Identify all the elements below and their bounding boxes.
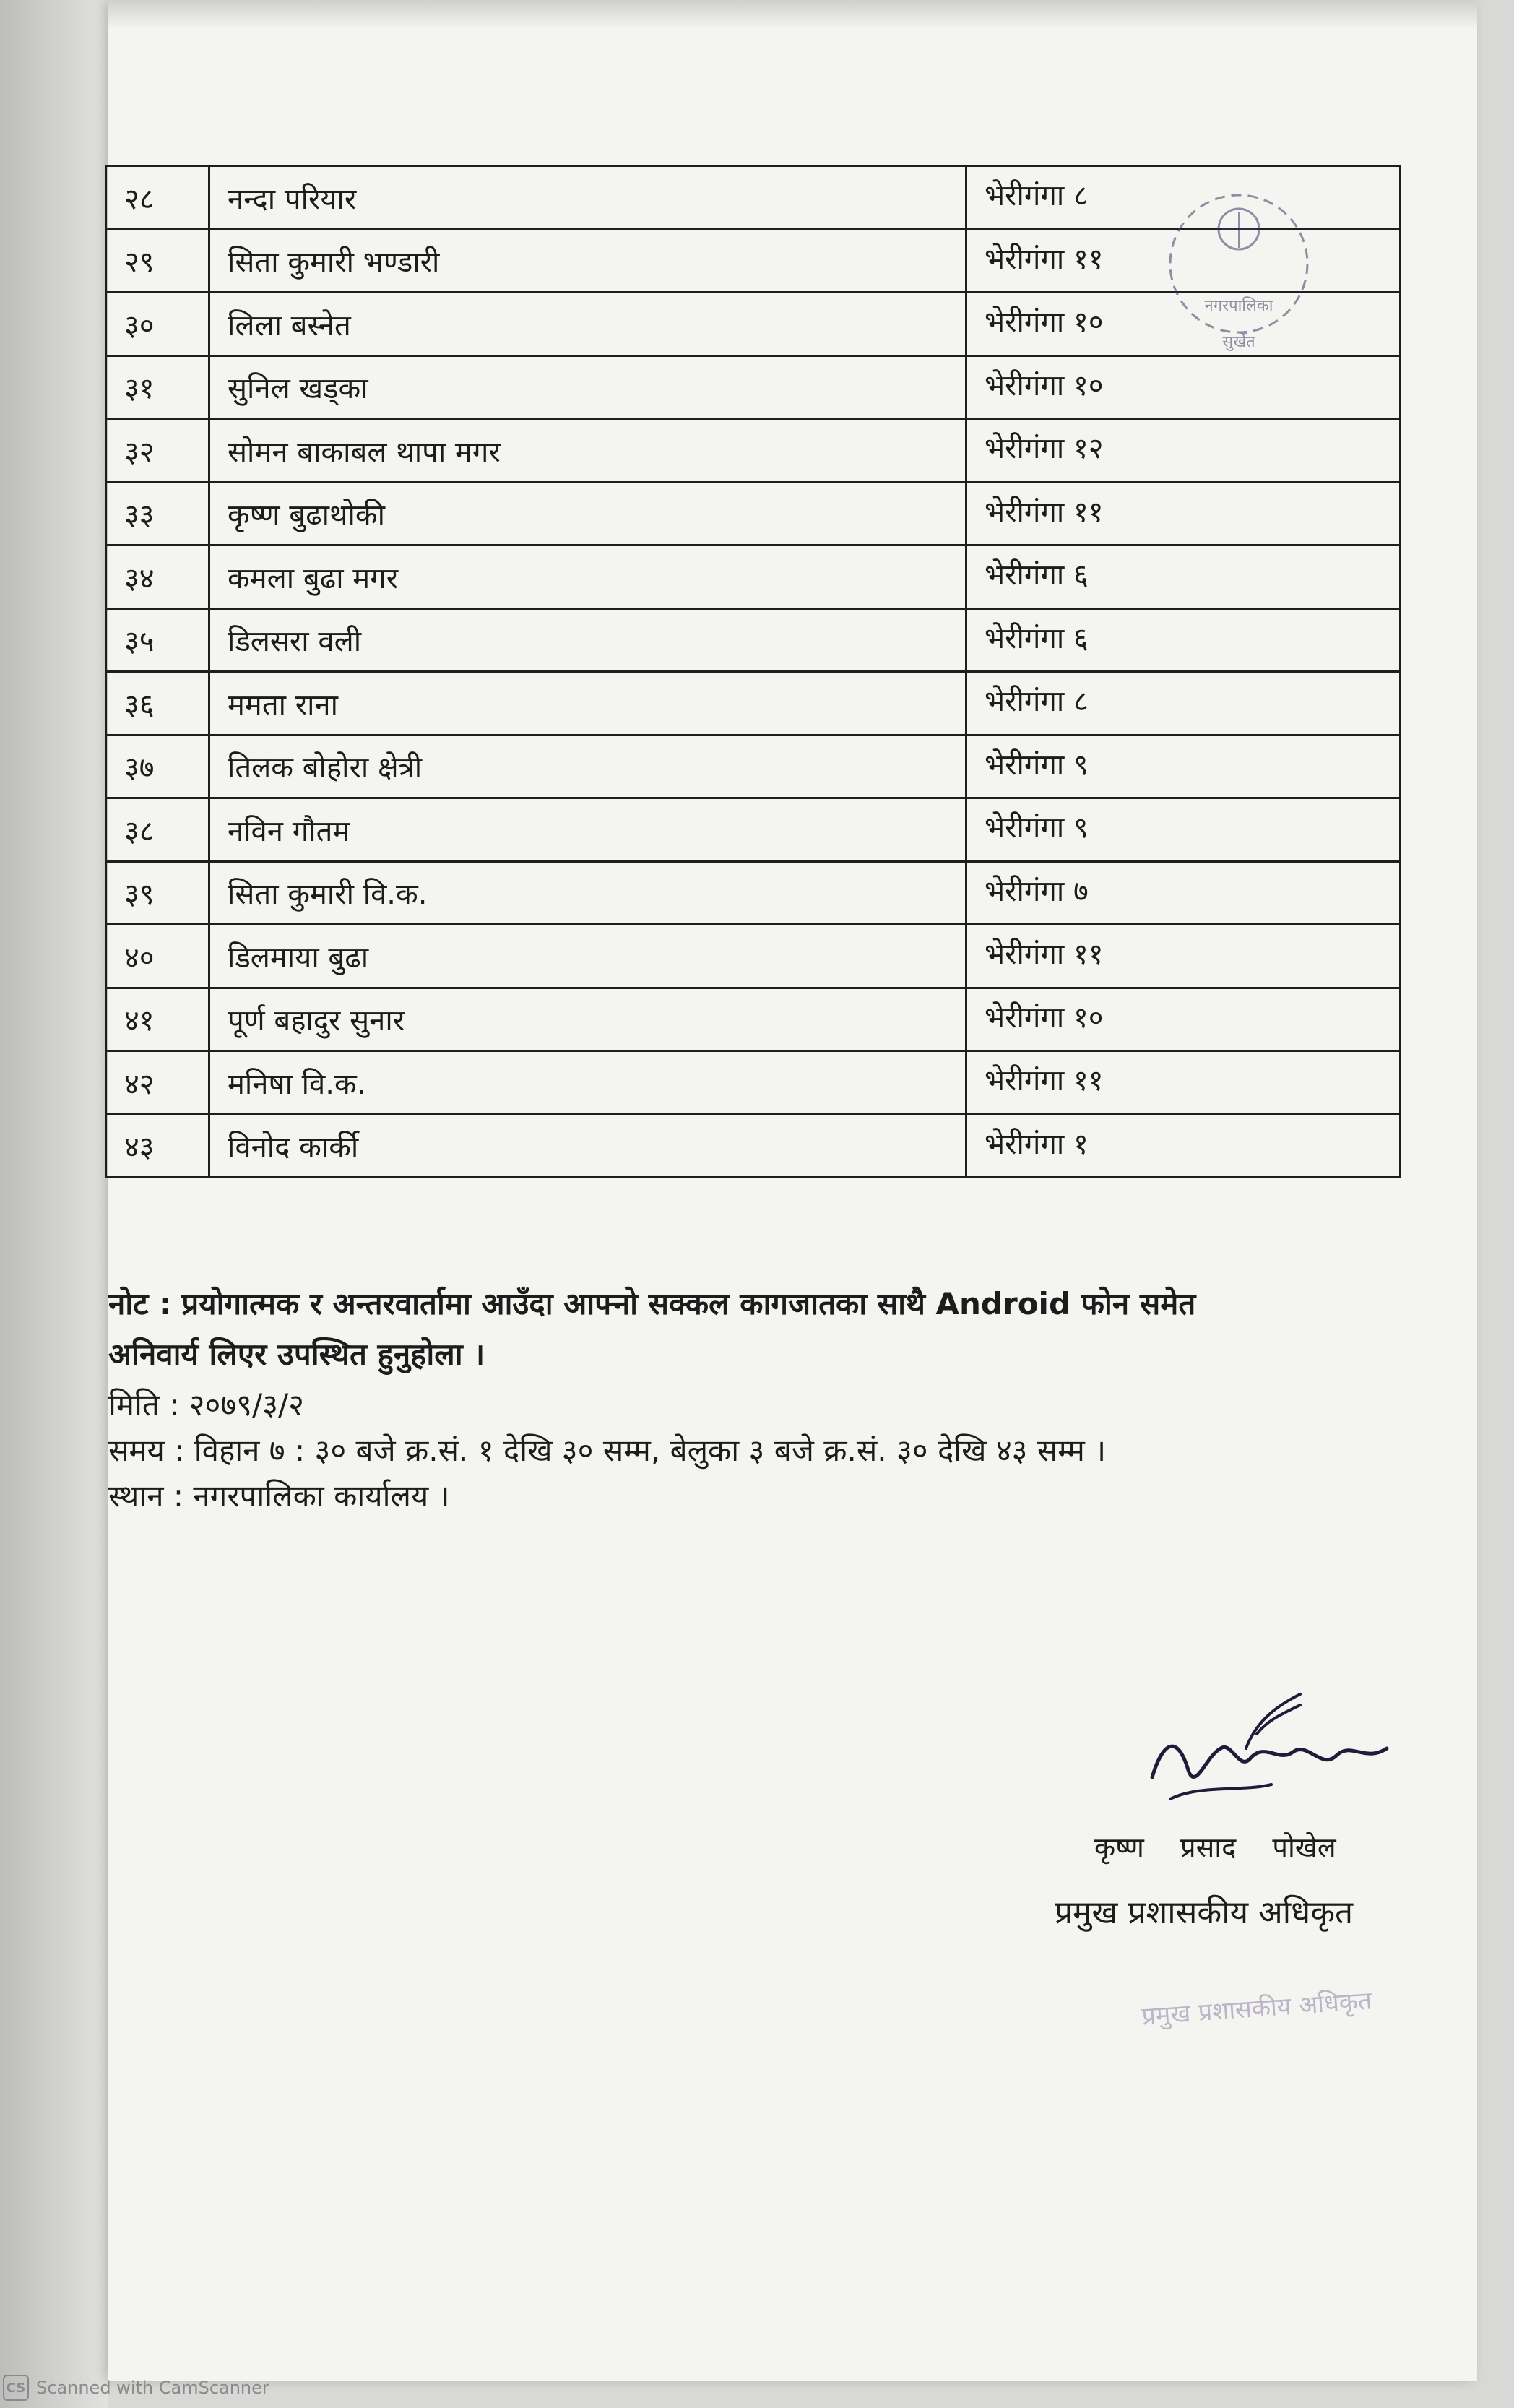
address-cell: भेरीगंगा १० [966,293,1401,356]
table-row [106,419,1401,483]
table-row [106,608,1401,672]
address-cell: भेरीगंगा ११ [966,1051,1401,1115]
table-row [106,1051,1401,1115]
candidate-name-cell: कमला बुढा मगर [209,545,966,609]
camscanner-logo-icon: CS [3,2375,29,2401]
serial-number-cell: २८ [106,166,209,230]
seal-sub-text: सुर्खेत [1222,333,1255,351]
serial-number-cell: ३१ [106,355,209,419]
office-seal-stamp [1156,184,1322,379]
address-cell: भेरीगंगा ६ [966,545,1401,609]
note-block [108,1279,1401,1380]
candidate-name-cell: डिलमाया बुढा [209,925,966,988]
address-cell: भेरीगंगा ९ [966,798,1401,862]
serial-number-cell: ३५ [106,608,209,672]
serial-number-cell: २९ [106,229,209,293]
serial-number-cell: ३३ [106,482,209,545]
serial-number-cell: ४० [106,925,209,988]
address-cell: भेरीगंगा ६ [966,608,1401,672]
table-row [106,735,1401,798]
candidate-name-cell: डिलसरा वली [209,608,966,672]
candidate-name-cell: सिता कुमारी भण्डारी [209,229,966,293]
note-line-1: नोट : प्रयोगात्मक र अन्तरवार्तामा आउँदा आफ्नो सक्कल कागजातका साथै Android फोन समेत [108,1286,1196,1321]
serial-number-cell: ३९ [106,861,209,925]
candidate-name-cell: सोमन बाकाबल थापा मगर [209,419,966,483]
address-cell: भेरीगंगा ११ [966,229,1401,293]
table-row [106,672,1401,735]
table-row [106,925,1401,988]
address-cell: भेरीगंगा १० [966,355,1401,419]
table-row [106,482,1401,545]
date-line: मिति : २०७९/३/२ [108,1387,305,1423]
address-cell: भेरीगंगा १० [966,988,1401,1051]
note-line-2: अनिवार्य लिएर उपस्थित हुनुहोला । [108,1337,485,1372]
serial-number-cell: ४२ [106,1051,209,1115]
table-row [106,861,1401,925]
address-cell: भेरीगंगा १ [966,1114,1401,1178]
table-row [106,988,1401,1051]
address-cell: भेरीगंगा ८ [966,672,1401,735]
address-cell: भेरीगंगा ८ [966,166,1401,230]
seal-text: नगरपालिका [1204,297,1273,315]
venue-line: स्थान : नगरपालिका कार्यालय । [108,1478,450,1514]
address-cell: भेरीगंगा ११ [966,482,1401,545]
candidate-name-cell: कृष्ण बुढाथोकी [209,482,966,545]
address-cell: भेरीगंगा ७ [966,861,1401,925]
serial-number-cell: ४१ [106,988,209,1051]
address-cell: भेरीगंगा १२ [966,419,1401,483]
page-gutter-shadow [0,0,108,2408]
serial-number-cell: ३४ [106,545,209,609]
table-row [106,798,1401,862]
serial-number-cell: ४३ [106,1114,209,1178]
candidate-name-cell: सिता कुमारी वि.क. [209,861,966,925]
scanner-watermark [3,2373,269,2402]
serial-number-cell: ३७ [106,735,209,798]
candidate-name-cell: ममता राना [209,672,966,735]
designation-stamp-text: प्रमुख प्रशासकीय अधिकृत [1141,1986,1373,2032]
scanner-label: Scanned with CamScanner [36,2378,269,2398]
designation-rubber-stamp [1134,1965,1409,2045]
serial-number-cell: ३२ [106,419,209,483]
page-top-edge [108,0,1477,29]
serial-number-cell: ३६ [106,672,209,735]
serial-number-cell: ३० [106,293,209,356]
table-row [106,545,1401,609]
candidate-name-cell: तिलक बोहोरा क्षेत्री [209,735,966,798]
candidate-name-cell: नन्दा परियार [209,166,966,230]
signatory-title: प्रमुख प्रशासकीय अधिकृत [1055,1894,1354,1931]
table-row [106,1114,1401,1178]
candidate-name-cell: विनोद कार्की [209,1114,966,1178]
signatory-name: कृष्ण प्रसाद पोखेल [1094,1831,1336,1863]
candidate-name-cell: नविन गौतम [209,798,966,862]
candidate-name-cell: पूर्ण बहादुर सुनार [209,988,966,1051]
candidate-name-cell: सुनिल खड्का [209,355,966,419]
candidate-name-cell: लिला बस्नेत [209,293,966,356]
handwritten-signature [1083,1691,1416,1842]
time-line: समय : विहान ७ : ३० बजे क्र.सं. १ देखि ३० सम्म, बेलुका ३ बजे क्र.सं. ३० देखि ४३ सम्म । [108,1433,1107,1468]
candidate-name-cell: मनिषा वि.क. [209,1051,966,1115]
address-cell: भेरीगंगा ९ [966,735,1401,798]
address-cell: भेरीगंगा ११ [966,925,1401,988]
serial-number-cell: ३८ [106,798,209,862]
